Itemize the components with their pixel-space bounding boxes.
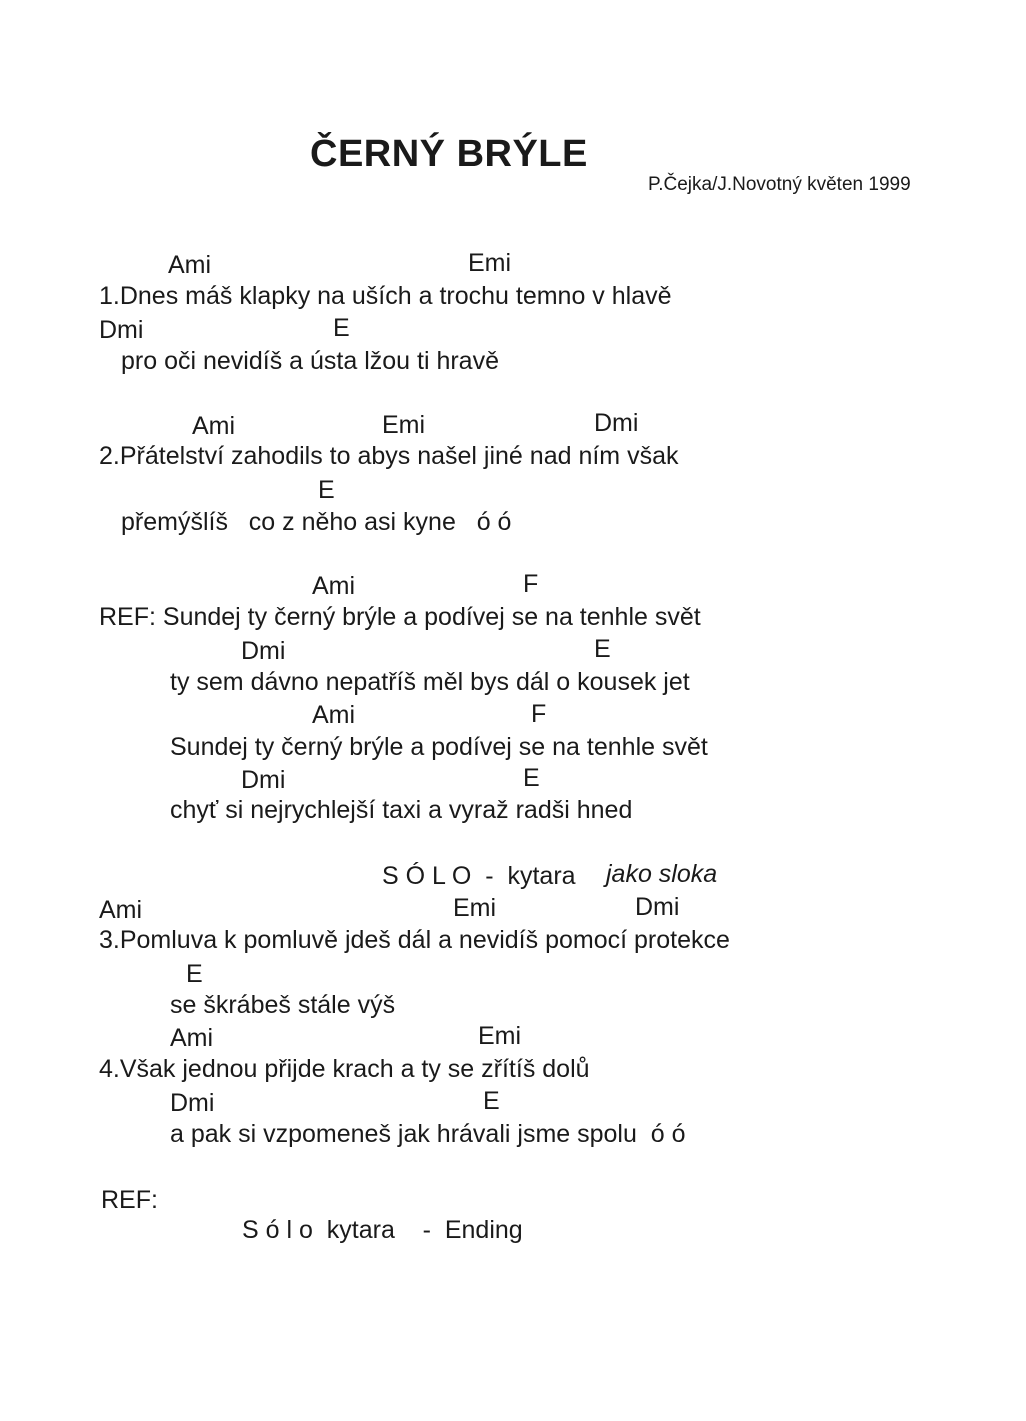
chord: E — [523, 764, 540, 792]
chord: Dmi — [635, 893, 680, 921]
lyric-line: ty sem dávno nepatříš měl bys dál o kousek jet — [170, 668, 690, 696]
song-authors: P.Čejka/J.Novotný květen 1999 — [648, 174, 911, 195]
lyric-line: REF: Sundej ty černý brýle a podívej se na tenhle svět — [99, 603, 701, 631]
ending-note: S ó l o kytara - Ending — [242, 1216, 523, 1244]
chord: Ami — [312, 701, 356, 729]
lyric-line: chyť si nejrychlejší taxi a vyraž radši hned — [170, 796, 633, 824]
chord: Dmi — [99, 316, 144, 344]
lyric-line: 3.Pomluva k pomluvě jdeš dál a nevidíš pomocí protekce — [99, 926, 730, 954]
chord: Ami — [312, 572, 356, 600]
lyric-line: 4.Však jednou přijde krach a ty se zřítíš dolů — [99, 1055, 590, 1083]
refrain-marker: REF: — [101, 1186, 158, 1214]
lyric-line: 1.Dnes máš klapky na uších a trochu temno v hlavě — [99, 282, 672, 310]
chord: E — [333, 314, 350, 342]
chord: Dmi — [594, 409, 639, 437]
chord: E — [594, 635, 611, 663]
chord: E — [318, 476, 335, 504]
solo-note: S Ó L O - kytara — [382, 862, 576, 890]
chord: Dmi — [241, 766, 286, 794]
chord: Ami — [192, 412, 236, 440]
lyric-line: přemýšlíš co z něho asi kyne ó ó — [121, 508, 512, 536]
solo-note-italic: jako sloka — [606, 860, 718, 888]
chord: F — [531, 700, 547, 728]
lyric-line: 2.Přátelství zahodils to abys našel jiné nad ním však — [99, 442, 679, 470]
chord: Emi — [453, 894, 497, 922]
chord: Dmi — [241, 637, 286, 665]
chord: Emi — [468, 249, 512, 277]
song-title: ČERNÝ BRÝLE — [310, 133, 588, 175]
chord: Ami — [168, 251, 212, 279]
chord: Dmi — [170, 1089, 215, 1117]
chord: Ami — [170, 1024, 214, 1052]
lyric-line: Sundej ty černý brýle a podívej se na tenhle svět — [170, 733, 708, 761]
lyric-line: se škrábeš stále výš — [170, 991, 396, 1019]
chord: E — [483, 1087, 500, 1115]
lyric-line: pro oči nevidíš a ústa lžou ti hravě — [121, 347, 499, 375]
chord: Emi — [382, 411, 426, 439]
lyric-line: a pak si vzpomeneš jak hrávali jsme spolu ó ó — [170, 1120, 686, 1148]
chord: Emi — [478, 1022, 522, 1050]
chord: Ami — [99, 896, 143, 924]
chord: E — [186, 960, 203, 988]
chord: F — [523, 570, 539, 598]
